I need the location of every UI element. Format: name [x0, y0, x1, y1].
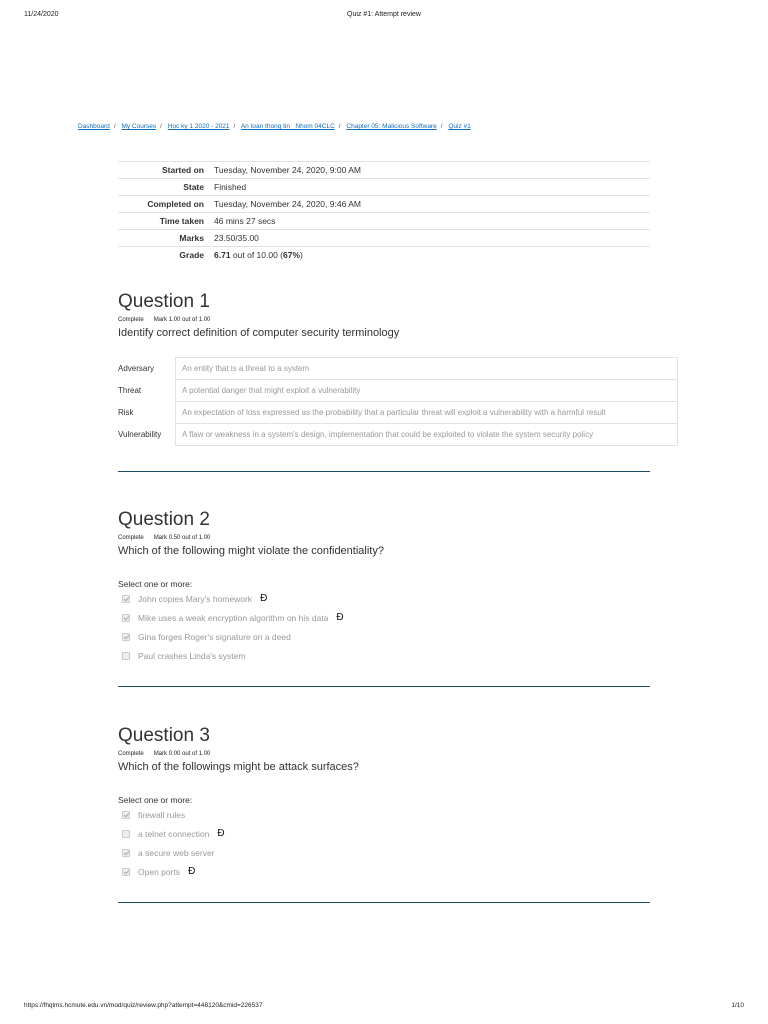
attempt-summary-table: [118, 161, 650, 263]
checkbox-checked[interactable]: [122, 595, 130, 603]
option-label: Open ports: [138, 866, 181, 877]
summary-value: 46 mins 27 secs: [214, 216, 276, 226]
option-label: Gina forges Roger's signature on a deed: [138, 631, 291, 642]
summary-row-completed: [118, 196, 650, 213]
summary-row-grade: [118, 247, 650, 264]
question-mark: Mark 0.00 out of 1.00: [153, 751, 211, 757]
breadcrumb-dashboard[interactable]: Dashboard: [78, 123, 110, 130]
matching-table: [118, 357, 678, 446]
matching-term: Adversary: [118, 364, 155, 373]
matching-answer-select[interactable]: [176, 402, 678, 424]
summary-row-time-taken: [118, 213, 650, 230]
question-mark: Mark 0.50 out of 1.00: [153, 535, 211, 541]
breadcrumb-separator: /: [233, 123, 236, 130]
checkbox-checked[interactable]: [122, 633, 130, 641]
matching-row: [118, 424, 678, 446]
checkbox-checked[interactable]: [122, 849, 130, 857]
breadcrumb: [78, 123, 471, 130]
correct-mark-icon: Đ: [188, 866, 196, 877]
matching-answer-select[interactable]: [176, 358, 678, 380]
grade-percent: 67%: [283, 250, 301, 260]
question-divider: [118, 471, 650, 472]
answer-option[interactable]: [118, 627, 650, 646]
question-text: Which of the following might violate the confidentiality?: [118, 545, 384, 557]
breadcrumb-quiz[interactable]: Quiz #1: [448, 123, 471, 130]
breadcrumb-separator: /: [160, 123, 162, 130]
checkbox-unchecked[interactable]: [122, 652, 130, 660]
summary-label: Completed on: [147, 199, 204, 209]
summary-row-state: [118, 179, 650, 196]
grade-score: 6.71: [214, 250, 231, 260]
matching-row: [118, 380, 678, 402]
summary-label: Started on: [161, 165, 204, 175]
question-status: [118, 535, 650, 541]
answer-option[interactable]: [118, 589, 650, 608]
summary-value: Finished: [214, 182, 247, 192]
print-url: https://fhqlms.hcmute.edu.vn/mod/quiz/review.php?attempt=448120&cmid=226537: [24, 1002, 263, 1009]
question-mark: Mark 1.00 out of 1.00: [153, 317, 211, 323]
select-instruction: Select one or more:: [118, 795, 193, 805]
question-state: Complete: [118, 317, 144, 323]
question-state: Complete: [118, 751, 144, 757]
breadcrumb-separator: /: [338, 123, 341, 130]
matching-answer-text: A potential danger that might exploit a vulnerability: [182, 386, 361, 395]
option-label: a telnet connection: [138, 828, 210, 839]
matching-answer-select[interactable]: [176, 424, 678, 446]
matching-term: Risk: [118, 408, 134, 417]
summary-row-started: [118, 162, 650, 179]
checkbox-checked[interactable]: [122, 868, 130, 876]
answer-option[interactable]: [118, 608, 650, 627]
checkbox-checked[interactable]: [122, 811, 130, 819]
correct-mark-icon: Đ: [260, 593, 268, 604]
option-label: Paul crashes Linda's system: [138, 650, 246, 661]
checkbox-unchecked[interactable]: [122, 830, 130, 838]
print-page-number: 1/10: [731, 1002, 744, 1009]
question-text: Identify correct definition of computer security terminology: [118, 327, 400, 339]
option-label: firewall rules: [138, 809, 186, 820]
matching-row: [118, 402, 678, 424]
question-3: [118, 725, 650, 881]
breadcrumb-separator: /: [113, 123, 116, 130]
grade-close: ): [300, 250, 303, 260]
matching-term: Threat: [118, 386, 142, 395]
answer-option[interactable]: [118, 646, 650, 665]
question-divider: [118, 686, 650, 687]
answer-option[interactable]: [118, 862, 650, 881]
question-status: [118, 317, 650, 323]
summary-label: Marks: [179, 233, 204, 243]
breadcrumb-chapter[interactable]: Chapter 05: Malicious Software: [346, 123, 437, 130]
answer-option[interactable]: [118, 824, 650, 843]
summary-label: Time taken: [159, 216, 204, 226]
summary-label: Grade: [179, 250, 204, 260]
matching-row: [118, 358, 678, 380]
print-date: 11/24/2020: [24, 11, 59, 18]
question-1: [118, 291, 650, 446]
option-label: a secure web server: [138, 847, 215, 858]
summary-label: State: [183, 182, 204, 192]
summary-value: 23.50/35.00: [214, 233, 259, 243]
answer-option[interactable]: [118, 805, 650, 824]
matching-answer-text: An entity that is a threat to a system: [182, 364, 310, 373]
matching-term: Vulnerability: [118, 430, 162, 439]
breadcrumb-my-courses[interactable]: My Courses: [121, 123, 157, 130]
grade-value: [210, 247, 650, 264]
select-instruction: Select one or more:: [118, 579, 193, 589]
summary-value: Tuesday, November 24, 2020, 9:00 AM: [214, 165, 361, 175]
summary-row-marks: [118, 230, 650, 247]
breadcrumb-semester[interactable]: Hoc ky 1 2020 - 2021: [167, 123, 230, 130]
question-divider: [118, 902, 650, 903]
breadcrumb-separator: /: [440, 123, 443, 130]
matching-answer-text: An expectation of loss expressed as the probability that a particular threat will exploit a vulnerability with a harmful result: [182, 408, 606, 417]
correct-mark-icon: Đ: [336, 612, 344, 623]
print-title: Quiz #1: Attempt review: [347, 11, 421, 18]
question-status: [118, 751, 650, 757]
answer-option[interactable]: [118, 843, 650, 862]
grade-out-of: out of 10.00 (: [230, 250, 283, 260]
question-2: [118, 509, 650, 665]
option-label: Mike uses a weak encryption algorithm on his data: [138, 612, 329, 623]
summary-value: Tuesday, November 24, 2020, 9:46 AM: [214, 199, 361, 209]
correct-mark-icon: Đ: [217, 828, 225, 839]
option-label: John copies Mary's homework: [138, 593, 253, 604]
question-state: Complete: [118, 535, 144, 541]
checkbox-checked[interactable]: [122, 614, 130, 622]
question-title: Question 2: [118, 509, 210, 530]
matching-answer-text: A flaw or weakness in a system's design, implementation that could be exploited to violate the system security policy: [182, 430, 594, 439]
breadcrumb-course[interactable]: An toan thong tin_ Nhom 04CLC: [240, 123, 335, 130]
question-title: Question 3: [118, 725, 210, 746]
question-title: Question 1: [118, 291, 210, 312]
question-text: Which of the followings might be attack surfaces?: [118, 761, 359, 773]
matching-answer-select[interactable]: [176, 380, 678, 402]
